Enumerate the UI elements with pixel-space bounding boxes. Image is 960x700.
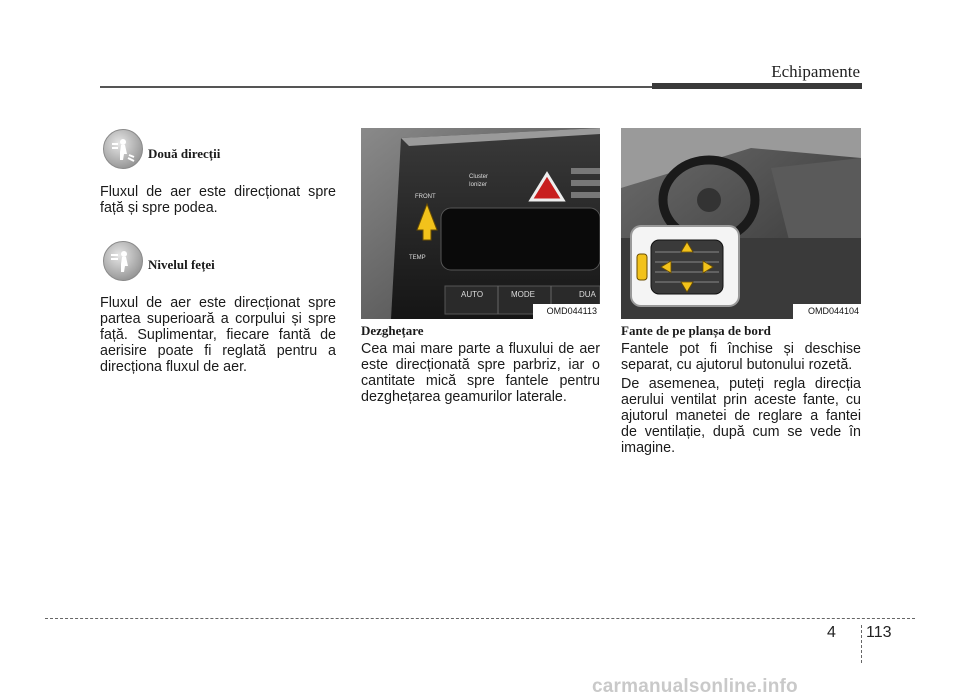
- watermark: carmanualsonline.info: [592, 676, 798, 697]
- vent-face-floor-icon: [103, 129, 143, 169]
- control-panel-photo: [361, 128, 600, 319]
- mode-title-bi-level: Două direcții: [148, 146, 221, 161]
- mode-text-face-level: Fluxul de aer este direcționat spre partea superioară a corpului și spre față. Suplimentar, fiecare fantă de aerisire poate fi reglată pentru a direcționa fluxul de aer.: [100, 295, 336, 375]
- front-label: FRONT: [415, 194, 436, 200]
- vent-face-icon: [103, 241, 143, 281]
- mode-button-label: MODE: [511, 290, 535, 299]
- mode-text-bi-level: Fluxul de aer este direcționat spre față și spre podea.: [100, 184, 336, 216]
- defrost-title: Dezghețare: [361, 323, 424, 338]
- auto-button-label: AUTO: [461, 290, 484, 299]
- footer-rule: [45, 618, 915, 619]
- header-rule-accent: [652, 83, 862, 89]
- temp-label: TEMP: [409, 255, 426, 261]
- dashboard-vents-title: Fante de pe planșa de bord: [621, 323, 771, 338]
- image-caption-right: OMD044104: [807, 306, 859, 316]
- defrost-text: Cea mai mare parte a fluxului de aer este direcționată spre parbriz, iar o cantitate mică spre fantele pentru dezghețarea geamurilor laterale.: [361, 341, 600, 405]
- cluster-label: Cluster: [469, 174, 489, 180]
- chapter-number: 4: [827, 624, 836, 641]
- mode-title-face-level: Nivelul feței: [148, 257, 215, 272]
- section-title: Echipamente: [771, 62, 860, 81]
- page-number: 113: [866, 624, 892, 641]
- dashboard-vents-photo: [621, 128, 861, 319]
- dashboard-vents-text-1: Fantele pot fi închise și deschise separat, cu ajutorul butonului rozetă.: [621, 341, 861, 373]
- image-caption-middle: OMD044113: [546, 306, 597, 316]
- dual-button-label: DUA: [579, 290, 596, 299]
- footer-divider: [861, 625, 862, 663]
- ionizer-label: Ionizer: [469, 182, 488, 188]
- dashboard-vents-text-2: De asemenea, puteți regla direcția aerului ventilat prin aceste fante, cu ajutorul manetei de reglare a fantei de ventilație, după cum se vede în imagine.: [621, 376, 861, 456]
